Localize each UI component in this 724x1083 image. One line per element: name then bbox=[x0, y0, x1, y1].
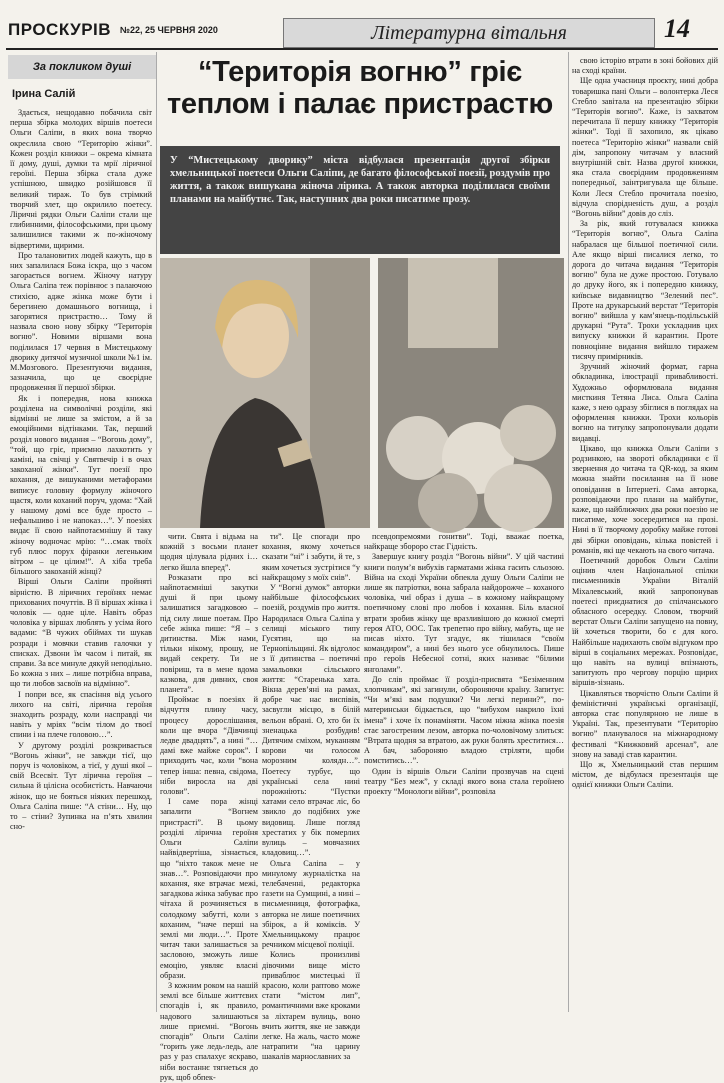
paragraph: І попри все, як спасіння від усього лихого на світі, лірична героїня знаходить розраду, коли насправді чи навіть у мріях “всім тілом до твоєї спини і на плече головою…”. bbox=[10, 689, 152, 740]
paragraph: До слів проймає її розділ-присвята “Безіменним хлопчикам”, які загинули, обороняючи країну. Запитує: “Чи м’які вам подушки? Чи легкі перини?”, по-материнськи бідкається, що “вибухом накрило їхні імена” і хоче їх понаміняти. Часом ніжна жінка поезія стає загостреним лезом, авторка по-чоловічому злиться: “Втрата щодня за втратою, аж руки болять хреститися… А бач, забороняю владою стріляти, щоби помститись…”. bbox=[364, 674, 564, 766]
paragraph: Проймає в поезіях й відчуття плину часу, процесу дорослішання, коли ще вчора “Дівчинці ледве двадцять”, а нині “…дамі вже майже сорок”. І приходить час, коли “вона тепер інша: певна, свідома, ніби виросла на дві голови”. bbox=[160, 695, 258, 797]
paragraph: Вірші Ольги Саліпи пройняті вірністю. В ліричних героїнях немає прихованих почуттів. В її віршах жінка і чоловік — одне ціле. Навіть образ чоловіка у віршах люблять у усіма його вадами: “В чужих обіймах ти шукав розради і мовчки ставив галочки у списках. Дзвони їм часом і питай, як справи. За все минуле дякуй неподільно. Бо кожна з них – лише потрібна вправа, що ти любов засвоїв на відмінно”. bbox=[10, 577, 152, 689]
paragraph: Завершує книгу розділ “Вогонь війни”. У цій частині книги полум’я вибухів гарматами жінка гасить сльозою. Війна на сході України обпекла душу Ольги Саліпи не лише як патріотки, вона забрала найдорожче – коханого чоловіка, чиї образ і душа – в кожному найкращому поетичному слові про любов і кохання. Біль власної втрати зробив жінку ще вразливішою до кожної смерті героя АТО, ООС. Так трепетно про війну, мабуть, ще не писав ніхто. Тут згадує, як тішилася “своїм командиром”, а нині без нього усе обнулилось. Пише про героїв Небесної сотні, яких називає “білими янголами”. bbox=[364, 552, 564, 674]
paragraph: Ольга Саліпа – у минулому журналістка на телебаченні, редакторка газети на Сумщині, а нині – письменниця, фотографка, авторка не лише поетичних збірок, а й коміксів. У Хмельницькому працює речником місцевої поліції. bbox=[262, 858, 360, 950]
paragraph: свою історію втрати в зоні бойових дій на сході країни. bbox=[572, 56, 718, 76]
paragraph: З кожним роком на нашій землі все більше життєвих спогадів і, як правило, надового залишаються лише приємні. “Вогонь спогадів” Ольги Саліпи “горить уже ледь-ледь, але раз у раз спалахує яскраво, ніби востаннє тягнеться до рук, щоб обпек- bbox=[160, 980, 258, 1082]
newspaper-name: ПРОСКУРІВ bbox=[8, 20, 112, 39]
paragraph: Цікавляться творчістю Ольги Саліпи й феміністичні українські організації, авторка стає популярною не лише в Україні. Так, презентувати “Територію вогню” планувалося на міжнародному фестивалі “Книжковий арсенал”, але знову на заваді став карантин. bbox=[572, 688, 718, 759]
paragraph: Ще одна учасниця проєкту, нині добра товаришка пані Ольги – волонтерка Леся Стебло завітала на презентацію збірки “Територія вогню”. Каже, із захватом перечитала її першу книжку “Територія жінки”. Тоді її захопило, як цікаво поетеса “Територію жінки” назвали свій дім, запропону читачам у власний внутрішній світ. Назва другої книжки, яка стала своєрідним продовженням попередньої, заінтригувала ще більше. Коли Леся Стебло прочитала поезію, відчула спорідненість душ, а розділ “Вогонь війни” довів до сліз. bbox=[572, 76, 718, 219]
paragraph: Розказати про всі найпотаємніші закутки душі й при цьому залишатися загадковою – під силу лише поетам. Про себе жінка пише: “Я – з дитинства. Між нами, тільки нікому, прошу, не видай секрету. Ти не повіриш, та в мене вдома казкова, для дивних, своя планета”. bbox=[160, 572, 258, 695]
author-photo bbox=[160, 258, 370, 528]
column-divider bbox=[568, 52, 569, 1012]
paragraph: псевдопремоями гонитви”. Тоді, вважає поетка, найкраще збороро стає Гідність. bbox=[364, 532, 564, 552]
article-headline: “Територія вогню” гріє теплом і палає пристрастю bbox=[167, 56, 553, 120]
paragraph: Колись пронизливі дівочими вище місто приваблює мистецькі її красою, коли раптово може стати “містом лип”, романтичними вже кроками за ліхтарем вулиць, воно вчить життя, яке не завжди легке. На жаль, часто може натрапити “на царину шакалів марнославних за bbox=[262, 950, 360, 1062]
article-lead: У “Мистецькому дворику” міста відбулася презентація другої збірки хмельницької поетеси Ольги Саліпи, де багато філософської поезії, роздумів про життя, а також вишукана жіноча лірика. А також авторка поділилася своїми планами на майбутнє. Так, наступних два роки писатиме прозу. bbox=[160, 146, 560, 254]
article-column-3 bbox=[262, 532, 360, 1062]
paragraph: Про талановитих людей кажуть, що в них запалилася Божа іскра, що з часом загорається вогнем. Жіночу натуру Ольга Саліпа теж порівнює з палаючою стихією, адже жінка може бути і берегинею домашнього вогнища, і загорятися пристрастю… Тому й назвала свою нову збірку “Територія вогню”. Новими віршами вона поділилася 17 червня в Мистецькому дворику дитячої музичної школи №1 ім. М.Мозгового. Презентуючи видання, зазначила, що це своєрідне продовження її першої збірки. bbox=[10, 250, 152, 393]
paragraph: Як і попередня, нова книжка розділена на символічні розділи, які відмінні не лише за змістом, а й за емоційними відтінками. Так, перший розділ нового видання – “Вогонь дому”, “той, що гріє, приємно лахкотить у каміні, на свічці у Святвечір і в очах закоханої жінки”. Тут поезії про кохання, де вишуканими метафорами виписує головну формулу жіночого щастя, коли коханий поруч, удома: “Хай у нашому домі все буде просто – нефальшиво і не напоказ…”. У поезіях видає її свою найпотаємнішу й таку жіночу водночас мрію: “…смак твоїх губ плюс порух фіранки легеньким вітром – це цілим!”. А хіба треба більшого закоханій жінці? bbox=[10, 393, 152, 577]
paragraph: ти”. Це спогади про кохання, якому хочеться сказати “ні” і забути, й те, з яким хочеться зустрітися “у найкращому з моїх снів”. bbox=[262, 532, 360, 582]
author-name: Ірина Салій bbox=[12, 88, 76, 100]
page-number: 14 bbox=[664, 14, 690, 43]
paragraph: Що ж, Хмельницький став першим містом, де відбулася презентація ще однієї книжки Ольги Саліпи. bbox=[572, 760, 718, 790]
paragraph: За рік, який готувалася книжка “Територія вогню”, Ольга Саліпа набралася ще більшої поетичної сили. Але якщо вірші писалися легко, то дорога до читача видання “Територія вогню” була не дуже простою. Готувало до друку його, як і попередню книжку, київське видавництво “Зелений пес”. Проте на друкарський верстат “Територія вогню” вийшла у кам’янець-подільській друкарні “Рута”. Трохи ускладнив цих випуску книжки й карантин. Проте повноцінне видання вийшло тиражем тисячу примірників. bbox=[572, 219, 718, 361]
section-rubric: Літературна вітальня bbox=[283, 18, 655, 48]
series-label: За покликом душі bbox=[8, 55, 156, 79]
paragraph: Зручний жіночий формат, гарна обкладинка, ілюстрації привабливості. Художньо оформлювала видання мисткиня Тетяна Лиса. Ольга Саліпа каже, з нею одразу збіглися в поглядах на оформлення книжки. Трохи кольорів вогню на титулку запропонували додати видавці. bbox=[572, 362, 718, 443]
paragraph: Поетичний доробок Ольги Саліпи оцінив член Національної спілки письменників України Віталій Міхалевський, який запропонував поетесі приєднатися до спілчанського обласного осередку. Словом, творчий верстат Ольги Саліпи запущено на повну, їй хочеться творити, бо є для кого. Найбільше надихають своїм відгуком про вірші в соціальних мережах. Розповідає, що навіть на вулиці впізнають, запитують про чергову порцію щирих віршів-зізнань. bbox=[572, 555, 718, 688]
article-column-4 bbox=[364, 532, 564, 1014]
issue-date: №22, 25 ЧЕРВНЯ 2020 bbox=[120, 25, 218, 35]
paragraph: Один із віршів Ольги Саліпи прозвучав на сцені театру “Без меж”, у складі якого вона стала героїнею проекту “Монологи війни”, розповіла bbox=[364, 766, 564, 797]
article-column-5 bbox=[572, 56, 718, 1014]
flowers-photo bbox=[378, 258, 564, 528]
masthead-rule bbox=[6, 48, 718, 50]
paragraph: У другому розділі розкривається “Вогонь жінки”, не завжди тієї, що поруч із чоловіком, а тієї, у душі якої – свій Всесвіт. Тут лірична героїня – сильна й цілісна особистість. Навчаючи жінок, що не бояться ніяких перешкод, Ольга Саліпа пише: “А стіни… Ну, що то – стіни? Зупинка на п’ять хвилин сно- bbox=[10, 740, 152, 832]
paragraph: І саме пора жінці запалити “Вогнем пристрасті”. В цьому розділі лірична героїня Ольги Саліпи найвідвертіша, зізнається, що “ніхто також мене не знав…”. Розповідаючи про кохання, яке втрачає межі, загадкова жінка забуває про чітаха й розчиняється в солодкому забутті, коли з коханим, “наче перші на землі ми люди…”. Проте читач таки залишається за засловою, зможуть лише емоцію, уявляє власні образи. bbox=[160, 797, 258, 980]
article-column-2 bbox=[160, 532, 258, 1082]
paragraph: Цікаво, що книжка Ольги Саліпи з родзинкою, на звороті обкладинки є її звернення до читача та QR-код, за яким можна знайти посилання на її нове оповідання в Інтернеті. Сама авторка, розповідаючи про плани на майбутнє, каже, що найближчих два роки поезію не писатиме, хоче зосередитися на прозі. Нині в її творчому доробку майже готові дві збірки оповідань, кілька повістей і романів, які ще чекають на свого читача. bbox=[572, 443, 718, 555]
column-divider bbox=[156, 52, 157, 1012]
paragraph: Здається, нещодавно побачила світ перша збірка молодих віршів поетеси Ольги Саліпи, в яких вона творчо окреслила свою “Територію жінки”. Кожен розділ книжки – окрема кімната її дому, душі, думки та мрії ліричної героїні. Перша збірка стала дуже успішною, швидко розійшовся її великий тираж. То був стрімкий творчий злет, що окрилило поетесу. Ліричні рядки Ольги Саліпи стали ще глибинними, філософськими, при цьому залишилися такими ж по-жіночому відвертими, щирими. bbox=[10, 108, 152, 250]
article-column-1 bbox=[10, 108, 152, 1014]
paragraph: У “Вогні думок” авторки найбільше філософських поезій, роздумів про життя. Народилася Ольга Саліпа у селищі міського типу Гусятин, що на Тернопільщині. Як відголос з її дитинства – поетичні замальовки сільського життя: “Старенька хата. Вікна дерев’яні на рамах, добре чає нас виспівів, засвугли місцю, в білій вельон вбрані. О, хто би їх зненацька розбудив! Дитячим сміхом, муканням корови чи голосом морозним колядн…”. Поетесу турбує, що українські села нині порожніють: “Пустки хатами село втрачає ліс, бо звикло до подібних уже видовищ. Лише погляд хрестатих у бік померлих вулиць – мовчазних кладовищ…”. bbox=[262, 583, 360, 858]
paragraph: чити. Свята і відьма на кожній з восьми планет щодня цілувала рідних і… легко йшла вперед”. bbox=[160, 532, 258, 572]
